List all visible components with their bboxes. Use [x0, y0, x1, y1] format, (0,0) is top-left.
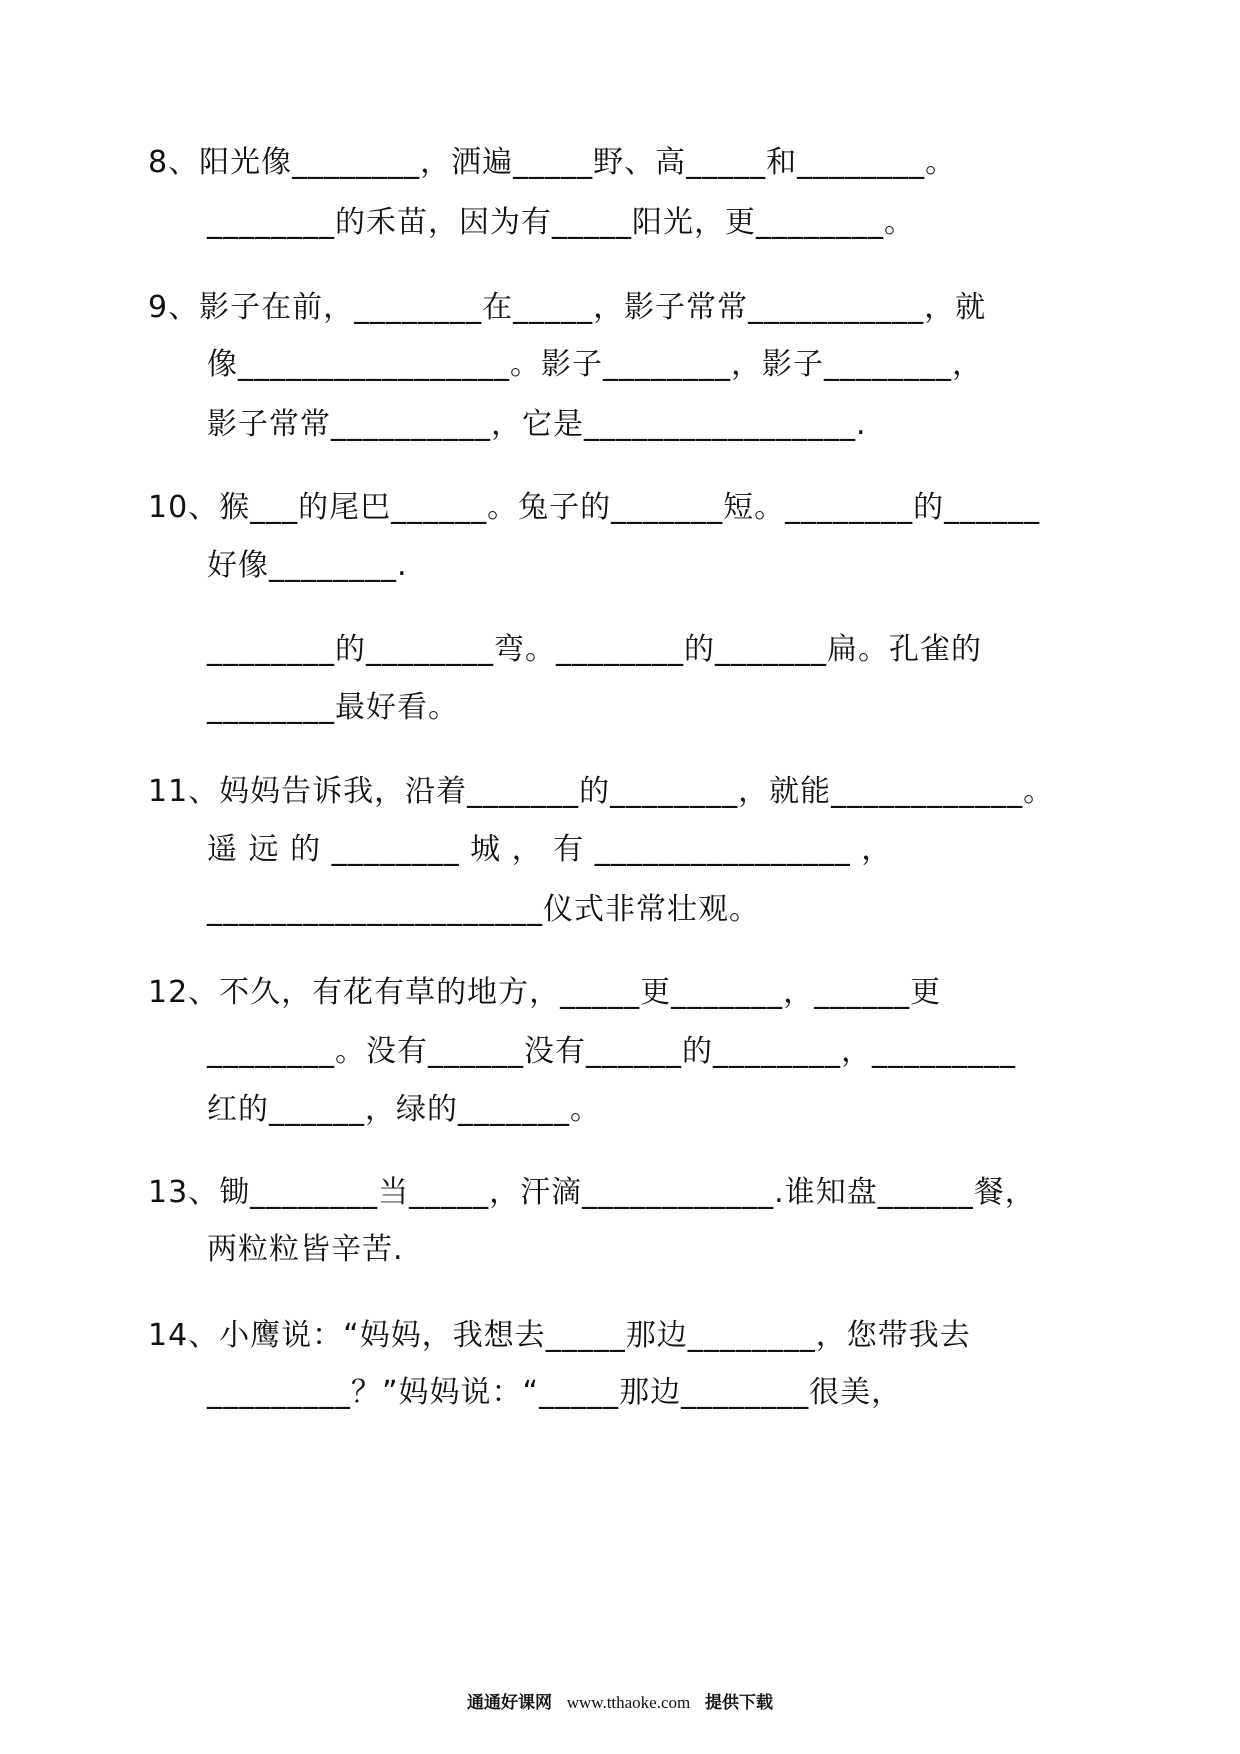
footer-url-link[interactable]: www.tthaoke.com: [566, 1693, 691, 1712]
question-9-line-2: 像_________________。影子________，影子________，: [207, 347, 983, 382]
question-12-line-3: 红的______，绿的_______。: [207, 1092, 601, 1127]
question-11-line-1: 11、妈妈告诉我，沿着_______的________，就能____________。: [148, 774, 1055, 809]
question-9-line-1: 9、影子在前，________在_____，影子常常___________，就: [148, 290, 987, 325]
question-9-line-3: 影子常常__________，它是_________________.: [207, 407, 867, 442]
question-10-line-2: 好像________.: [207, 548, 408, 583]
question-14-line-2: _________？”妈妈说：“_____那边________很美，: [207, 1375, 903, 1410]
question-10-line-4: ________最好看。: [207, 690, 459, 725]
question-10-line-3: ________的________弯。________的_______扁。孔雀的: [207, 632, 982, 667]
question-12-line-2: ________。没有______没有______的________，_________: [207, 1034, 1016, 1069]
question-14-line-1: 14、小鹰说：“妈妈，我想去_____那边________，您带我去: [148, 1318, 971, 1353]
question-10-line-1: 10、猴___的尾巴______。兔子的_______短。________的______: [148, 490, 1041, 525]
question-11-line-2: 遥 远 的 ________ 城 ， 有 ________________ ，: [207, 832, 893, 867]
footer-download-text: 提供下载: [705, 1693, 773, 1712]
question-12-line-1: 12、不久，有花有草的地方，_____更_______，______更: [148, 975, 942, 1010]
question-11-line-3: _____________________仪式非常壮观。: [207, 892, 760, 927]
page-footer: [0, 1688, 1240, 1713]
question-8-line-2: ________的禾苗，因为有_____阳光，更________。: [207, 205, 915, 240]
footer-site-name: 通通好课网: [466, 1693, 552, 1712]
question-13-line-2: 两粒粒皆辛苦.: [207, 1232, 404, 1267]
question-8-line-1: 8、阳光像________，洒遍_____野、高_____和________。: [148, 145, 957, 180]
question-13-line-1: 13、锄________当_____，汗滴____________.谁知盘______餐，: [148, 1175, 1036, 1210]
